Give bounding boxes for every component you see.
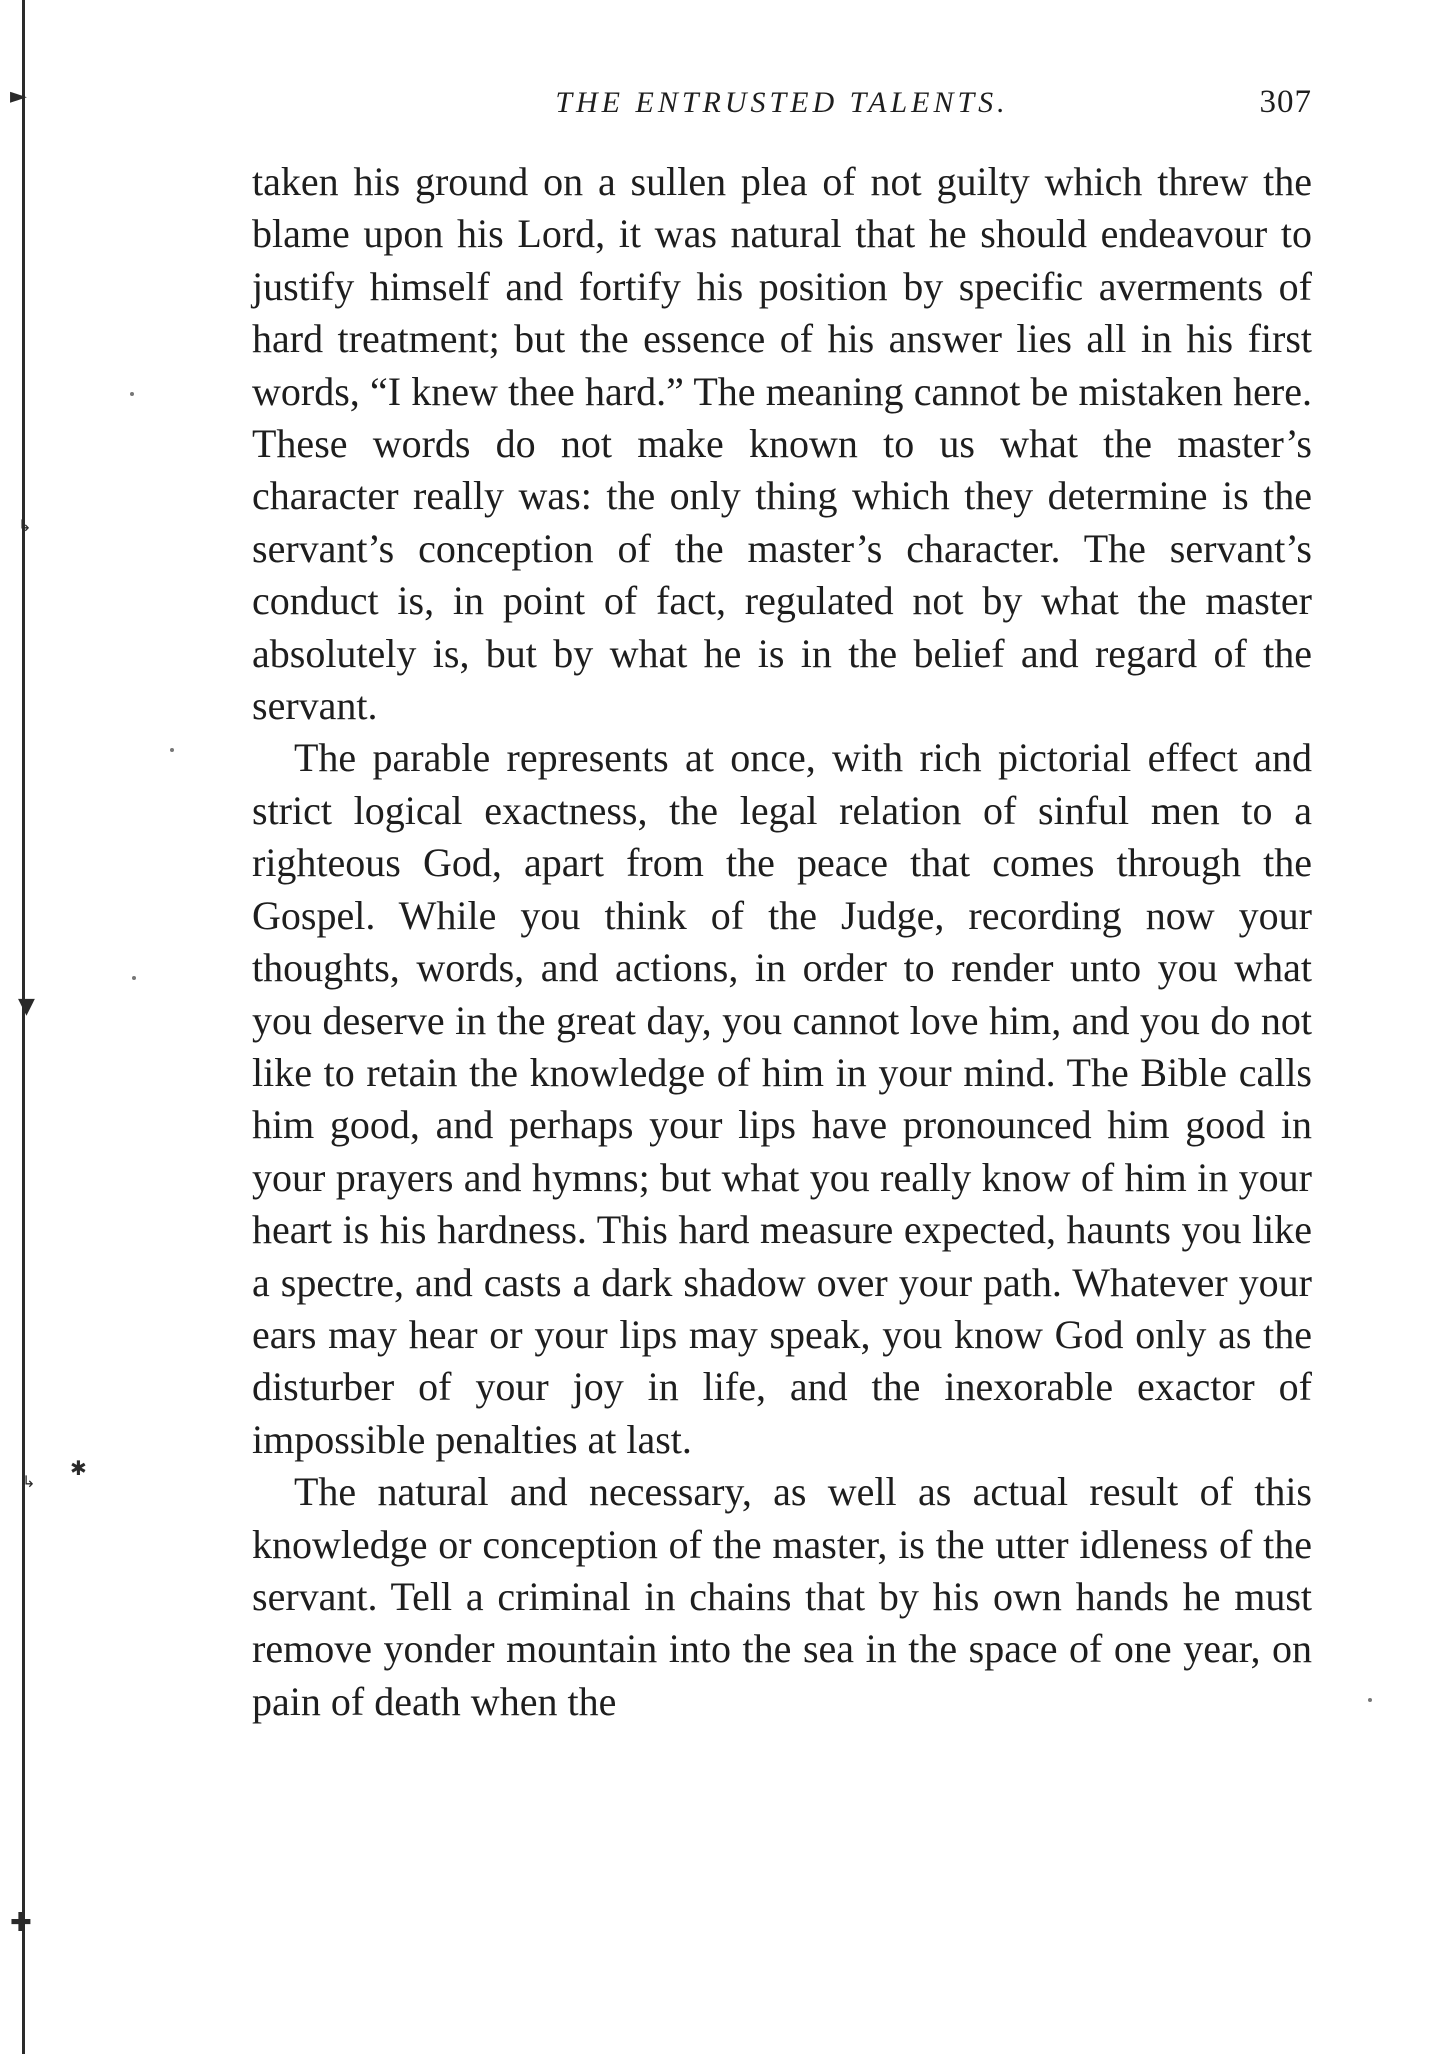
paragraph-3: The natural and necessary, as well as actual result of this knowledge or conception of the master, is the utter idleness of the servant. Tell a criminal in chains that by his own hands he must remove yonder mountain into the sea in the space of one year, on pain of death when the	[252, 1469, 1312, 1724]
running-head	[252, 84, 1312, 124]
running-head-title: THE ENTRUSTED TALENTS.	[555, 86, 1009, 119]
margin-ink-blot: ✱	[70, 1456, 87, 1480]
page-number: 307	[1259, 84, 1312, 120]
body-text	[252, 156, 1312, 1728]
margin-pointer-mark: ►	[10, 84, 27, 109]
binding-edge-rule	[22, 0, 25, 2054]
paper-speck	[132, 976, 136, 980]
paper-speck	[130, 392, 134, 396]
margin-pin-mark: ▼	[18, 994, 35, 1019]
paragraph-1: taken his ground on a sullen plea of not guilty which threw the blame upon his Lord, it was natural that he should endeavour to justify himself and fortify his position by specific averments of hard treatment; but the essence of his answer lies all in his first words, “I knew thee hard.” The meaning cannot be mistaken here. These words do not make known to us what the master’s character really was: the only thing which they determine is the servant’s conception of the master’s character. The servant’s conduct is, in point of fact, regulated not by what the master absolutely is, but by what he is in the belief and regard of the servant.	[252, 159, 1312, 729]
paper-speck	[170, 748, 174, 752]
margin-tick-mark: ↳	[18, 516, 32, 535]
margin-cross-mark: ✚	[10, 1908, 32, 1938]
margin-tick-mark: ↳	[22, 1472, 36, 1491]
paragraph-2: The parable represents at once, with rich pictorial effect and strict logical exactness, the legal relation of sinful men to a righteous God, apart from the peace that comes through the Gospel. While you think of the Judge, recording now your thoughts, words, and actions, in order to render unto you what you deserve in the great day, you cannot love him, and you do not like to retain the knowledge of him in your mind. The Bible calls him good, and perhaps your lips have pronounced him good in your prayers and hymns; but what you really know of him in your heart is his hardness. This hard measure expected, haunts you like a spectre, and casts a dark shadow over your path. Whatever your ears may hear or your lips may speak, you know God only as the disturber of your joy in life, and the inexorable exactor of impossible penalties at last.	[252, 735, 1312, 1462]
paper-speck	[1368, 1698, 1372, 1702]
